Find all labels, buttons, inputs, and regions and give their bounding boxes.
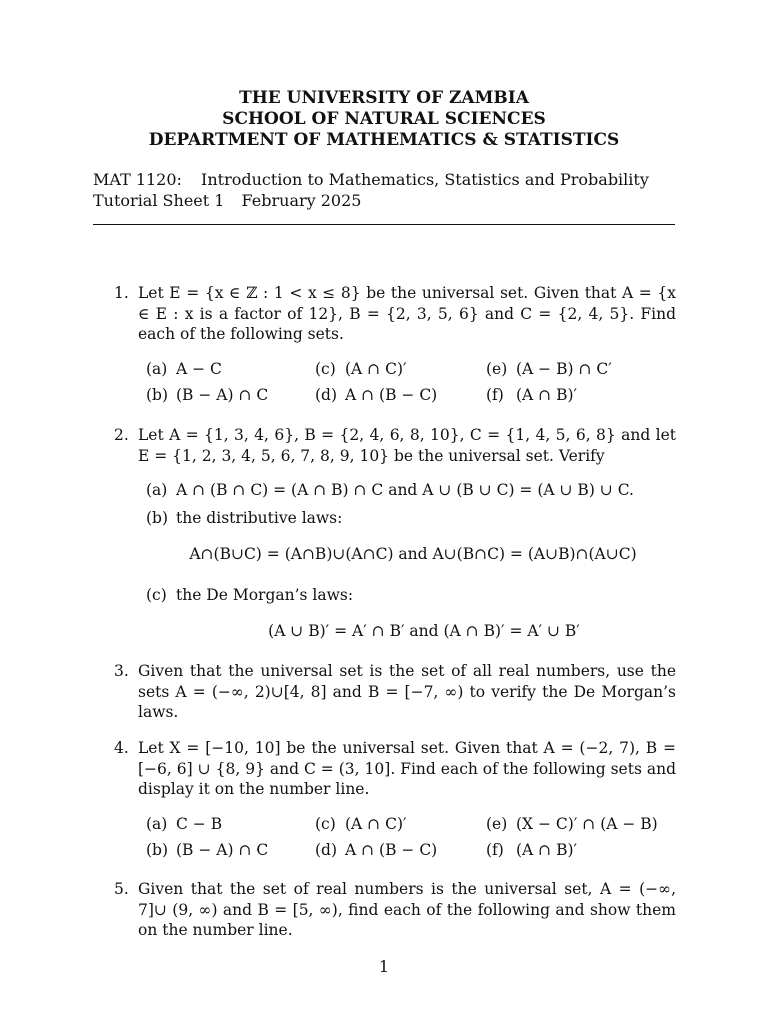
part-b: (b) (B − A) ∩ C (146, 386, 269, 404)
question-2-part-b (146, 508, 676, 529)
part-text: the De Morgan’s laws: (176, 586, 354, 604)
part-c: (c) (A ∩ C)′ (315, 815, 407, 833)
part-f: (f) (A ∩ B)′ (486, 386, 578, 404)
course-title: Introduction to Mathematics, Statistics and Probability (201, 170, 649, 189)
sheet-title: Tutorial Sheet 1 (93, 191, 225, 210)
document-header (0, 88, 768, 151)
part-a: (a) A − C (146, 360, 222, 378)
part-f: (f) (A ∩ B)′ (486, 841, 578, 859)
page-number: 1 (378, 957, 390, 976)
part-e: (e) (X − C)′ ∩ (A − B) (486, 815, 658, 833)
part-c: (c) (A ∩ C)′ (315, 360, 407, 378)
question-number: 5. (114, 880, 129, 898)
part-b: (b) (B − A) ∩ C (146, 841, 269, 859)
question-number: 2. (114, 426, 129, 444)
part-d: (d) A ∩ (B − C) (315, 386, 438, 404)
question-number: 3. (114, 662, 129, 680)
university-name: THE UNIVERSITY OF ZAMBIA (239, 88, 529, 108)
question-2-part-c (146, 585, 676, 606)
question-2 (114, 425, 676, 466)
question-text: Let X = [−10, 10] be the universal set. Given that A = (−2, 7), B = [−6, 6] ∪ {8, 9} and C = (3, 10]. Find each of the following sets and display it on the number line. (138, 739, 676, 798)
part-a: (a) C − B (146, 815, 223, 833)
question-text: Let A = {1, 3, 4, 6}, B = {2, 4, 6, 8, 10}, C = {1, 4, 5, 6, 8} and let E = {1, 2, 3, 4, 5, 6, 7, 8, 9, 10} be the universal set. Verify (138, 426, 676, 465)
question-5 (114, 879, 676, 941)
question-text: Given that the universal set is the set of all real numbers, use the sets A = (−∞, 2)∪[4, 8] and B = [−7, ∞) to verify the De Morgan’s laws. (138, 662, 676, 721)
course-code: MAT 1120: (93, 170, 182, 189)
part-label: (b) (146, 509, 169, 527)
distributive-laws-equation: A∩(B∪C) = (A∩B)∪(A∩C) and A∪(B∩C) = (A∪B)∩(A∪C) (189, 545, 637, 563)
question-number: 4. (114, 739, 129, 757)
question-3 (114, 661, 676, 723)
part-label: (a) (146, 481, 168, 499)
course-info (93, 169, 683, 211)
sheet-date: February 2025 (241, 191, 362, 210)
question-4 (114, 738, 676, 800)
header-divider (93, 224, 675, 225)
question-text: Given that the set of real numbers is the universal set, A = (−∞, 7]∪ (9, ∞) and B = [5, ∞), find each of the following and show them on the number line. (138, 880, 676, 939)
part-label: (c) (146, 586, 167, 604)
part-d: (d) A ∩ (B − C) (315, 841, 438, 859)
part-text: A ∩ (B ∩ C) = (A ∩ B) ∩ C and A ∪ (B ∪ C) = (A ∪ B) ∪ C. (176, 481, 634, 499)
de-morgans-laws-equation: (A ∪ B)′ = A′ ∩ B′ and (A ∩ B)′ = A′ ∪ B′ (268, 622, 580, 640)
question-number: 1. (114, 284, 129, 302)
part-e: (e) (A − B) ∩ C′ (486, 360, 612, 378)
school-name: SCHOOL OF NATURAL SCIENCES (222, 109, 546, 129)
question-1 (114, 283, 676, 345)
department-name: DEPARTMENT OF MATHEMATICS & STATISTICS (148, 130, 620, 150)
question-2-part-a (146, 480, 676, 501)
question-text: Let E = {x ∈ ℤ : 1 < x ≤ 8} be the universal set. Given that A = {x ∈ E : x is a factor of 12}, B = {2, 3, 5, 6} and C = {2, 4, 5}. Find each of the following sets. (138, 284, 676, 343)
part-text: the distributive laws: (176, 509, 343, 527)
